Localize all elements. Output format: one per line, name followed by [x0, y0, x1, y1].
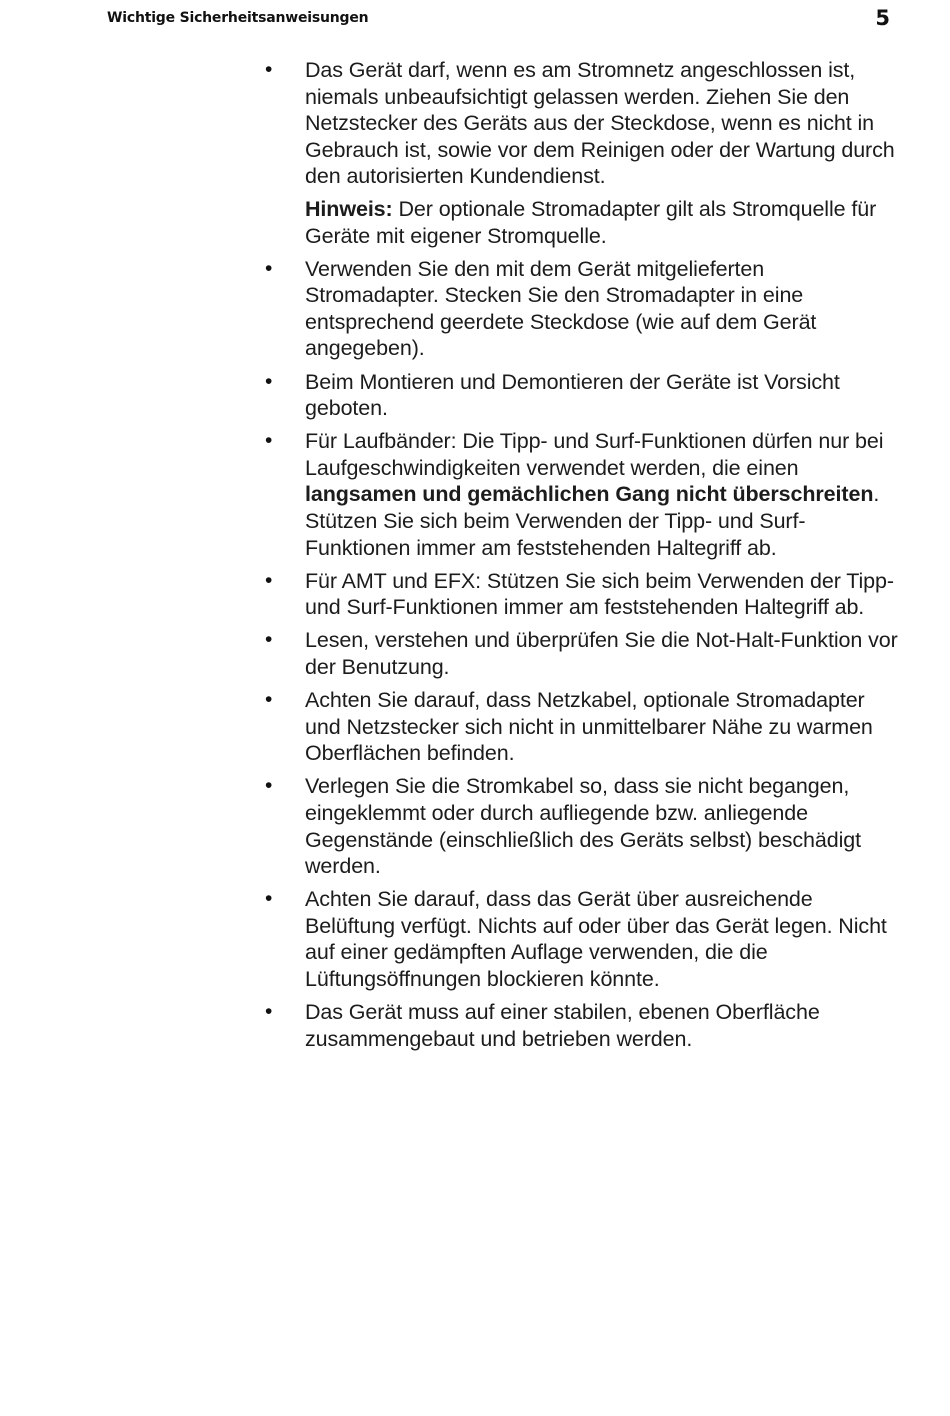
bullet-icon: •	[265, 774, 273, 798]
page-header	[107, 6, 890, 32]
list-item-text: Das Gerät muss auf einer stabilen, ebenen Oberfläche zusammengebaut und betrieben werden.	[305, 1000, 820, 1051]
list-item	[262, 428, 902, 561]
note-label: Hinweis:	[305, 196, 393, 221]
list-item	[262, 886, 902, 992]
list-item	[262, 256, 902, 362]
safety-instructions	[262, 57, 902, 1059]
note-text: Der optionale Stromadapter gilt als Stromquelle für Geräte mit eigener Stromquelle.	[305, 196, 877, 248]
list-item-text: Das Gerät darf, wenn es am Stromnetz angeschlossen ist, niemals unbeaufsichtigt gelassen werden. Ziehen Sie den Netzstecker des Geräts aus der Steckdose, wenn es nicht in Gebrauch ist, sowie vor dem Reinigen oder der Wartung durch den autorisierten Kundendienst.	[305, 58, 895, 189]
list-item	[262, 57, 902, 249]
list-item-text: Lesen, verstehen und überprüfen Sie die Not-Halt-Funktion vor der Benutzung.	[305, 628, 898, 679]
bullet-icon: •	[265, 628, 273, 652]
bullet-icon: •	[265, 688, 273, 712]
bullet-icon: •	[265, 58, 273, 81]
list-item-text: Für AMT und EFX: Stützen Sie sich beim Verwenden der Tipp- und Surf-Funktionen immer am feststehenden Haltegriff ab.	[305, 568, 894, 620]
note	[305, 196, 902, 249]
header-title: Wichtige Sicherheitsanweisungen	[107, 10, 369, 26]
list-item-text: Verlegen Sie die Stromkabel so, dass sie nicht begangen, eingeklemmt oder durch aufliegende bzw. anliegende Gegenstände (einschließlich des Geräts selbst) beschädigt werden.	[305, 774, 861, 879]
list-item-text: Achten Sie darauf, dass Netzkabel, optionale Stromadapter und Netzstecker sich nicht in unmittelbarer Nähe zu warmen Oberflächen befinden.	[305, 688, 873, 766]
bullet-list	[262, 57, 902, 1052]
list-item-text: Achten Sie darauf, dass das Gerät über ausreichende Belüftung verfügt. Nichts auf oder über das Gerät legen. Nicht auf einer gedämpften Auflage verwenden, die die Lüftungsöffnungen blockieren könnte.	[305, 887, 887, 991]
list-item	[262, 999, 902, 1052]
list-item-text: Für Laufbänder: Die Tipp- und Surf-Funktionen dürfen nur bei Laufgeschwindigkeiten verwendet werden, die einen	[305, 429, 884, 480]
bullet-icon: •	[265, 1000, 273, 1024]
list-item	[262, 627, 902, 680]
bullet-icon: •	[265, 369, 273, 393]
list-item-emphasis: langsamen und gemächlichen Gang nicht überschreiten	[305, 482, 874, 507]
bullet-icon: •	[265, 256, 273, 280]
list-item-text: Verwenden Sie den mit dem Gerät mitgelieferten Stromadapter. Stecken Sie den Stromadapter in eine entsprechend geerdete Steckdose (wie auf dem Gerät angegeben).	[305, 256, 817, 361]
list-item	[262, 773, 902, 879]
bullet-icon: •	[265, 429, 273, 453]
list-item	[262, 369, 902, 422]
list-item	[262, 568, 902, 621]
page-number: 5	[875, 6, 890, 30]
bullet-icon: •	[265, 887, 273, 911]
list-item-text: Beim Montieren und Demontieren der Geräte ist Vorsicht geboten.	[305, 369, 840, 421]
bullet-icon: •	[265, 568, 273, 592]
list-item	[262, 687, 902, 767]
list-item-text-after: . Stützen Sie sich beim Verwenden der Tipp- und Surf-Funktionen immer am feststehenden Haltegriff ab.	[305, 482, 880, 560]
